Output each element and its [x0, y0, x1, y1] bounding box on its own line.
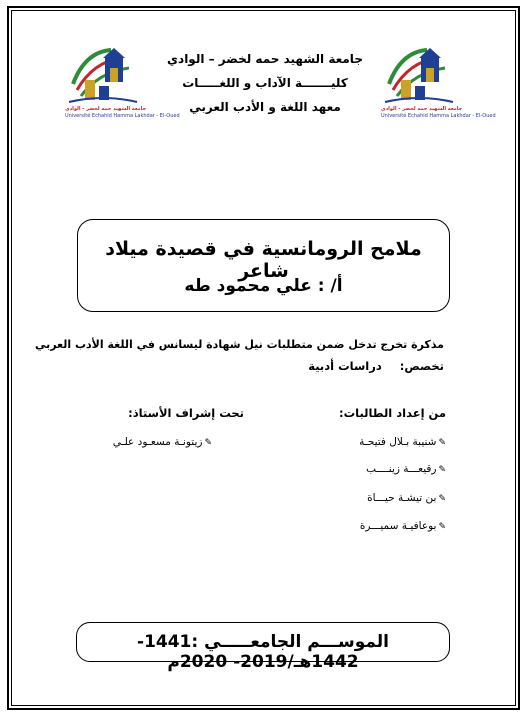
faculty-name: كليـــــــة الآداب و اللغـــــات: [182, 76, 348, 90]
pen-icon: ✎: [438, 438, 446, 448]
logo-caption-fr: Université Echahid Hamma Lakhdar - El-Oued: [65, 113, 180, 119]
pen-icon: ✎: [204, 438, 212, 448]
pen-icon: ✎: [438, 494, 446, 504]
academic-year-box: [76, 622, 450, 672]
academic-year: الموســـم الجامعـــــي :1441- 1442هـ/2019- 2020م: [137, 632, 389, 672]
list-item: [366, 463, 446, 475]
author-prefix: أ/ :: [311, 276, 343, 296]
poet-line: [78, 276, 449, 296]
logo-caption-ar: جامعة الشهيد حمه لخضر - الوادي: [65, 106, 147, 112]
student-name: رقيعـــة زينــــب: [366, 463, 437, 475]
specialty-value: دراسات أدبية: [308, 359, 382, 373]
title-box: [77, 219, 450, 312]
list-item: [360, 520, 446, 532]
thesis-title: ملامح الرومانسية في قصيدة ميلاد شاعر: [105, 238, 422, 282]
logo-caption-fr: Université Echahid Hamma Lakhdar - El-Oued: [381, 113, 496, 119]
specialty-line: [308, 359, 444, 373]
prepared-by-label: من إعداد الطالبات:: [338, 406, 446, 420]
university-name: جامعة الشهيد حمه لخضر – الوادي: [167, 52, 363, 66]
supervisor-item: [113, 436, 212, 448]
author-name: علي محمود طه: [184, 276, 312, 296]
supervisor-name: زيتونـة مسعـود علـي: [112, 436, 203, 448]
pen-icon: ✎: [438, 465, 446, 475]
student-name: شنيبة بـلال فتيحـة: [359, 436, 437, 448]
supervisor-label: تحت إشراف الأستاذ:: [128, 406, 244, 420]
memo-text: مذكرة تخرج تدخل ضمن متطلبات نيل شهادة ليسانس في اللغة الأدب العربي: [34, 338, 444, 351]
logo-caption-ar: جامعة الشهيد حمه لخضر - الوادي: [381, 106, 463, 112]
institute-name: معهد اللغة و الأدب العربي: [189, 100, 341, 114]
student-name: بن تيشـة حيـــاة: [367, 492, 437, 504]
pen-icon: ✎: [438, 522, 446, 532]
student-name: بوعافيـة سميـــرة: [359, 520, 437, 532]
list-item: [367, 492, 446, 504]
list-item: [359, 436, 446, 448]
specialty-label: تخصص:: [399, 359, 444, 373]
